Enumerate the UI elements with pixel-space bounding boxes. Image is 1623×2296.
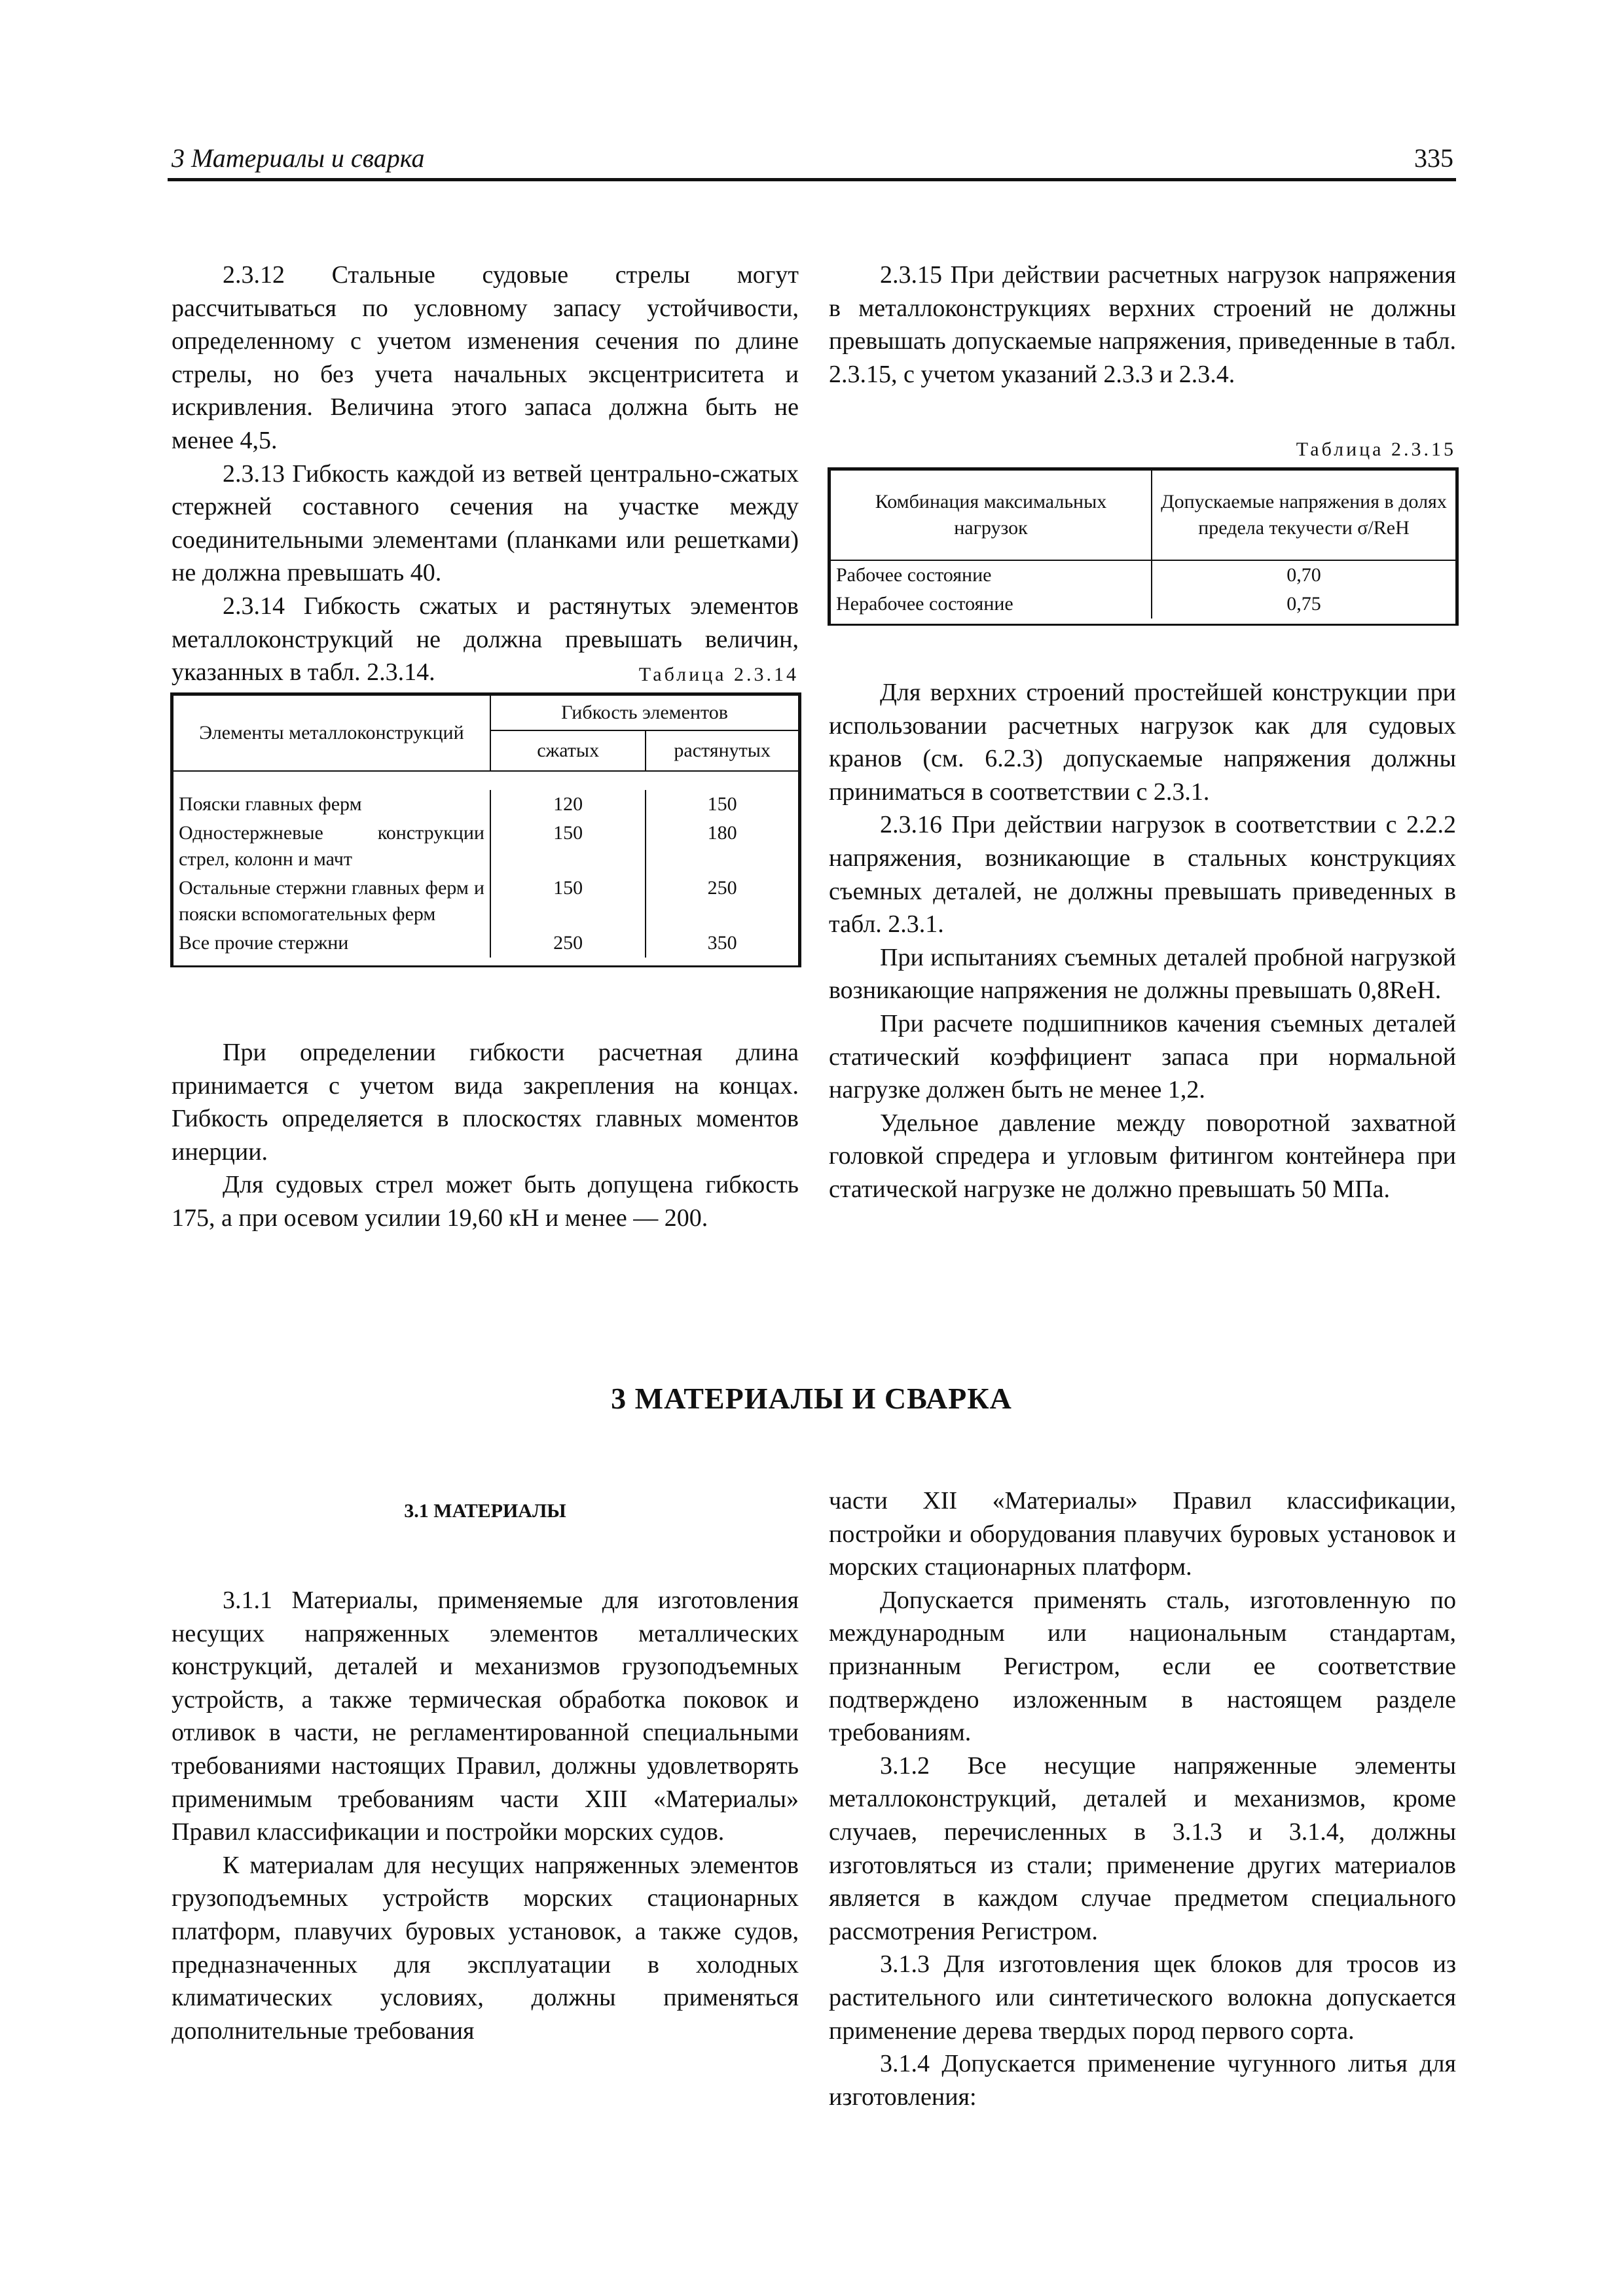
table-head-load-combination: Комбинация максимальных нагрузок [830,470,1152,560]
paragraph-part-xii: части XII «Материалы» Правил классификации, постройки и оборудования плавучих буровых установок и морских стационарных платформ. [829,1487,1456,1581]
running-header: 3 Материалы и сварка [172,143,425,173]
table-head-elements: Элементы металлоконструкций [173,695,490,771]
left-column-bottom [172,1036,799,1235]
table-2-3-15-caption: Таблица 2.3.15 [1296,439,1456,460]
table-head-allowable-stress: Допускаемые напряжения в долях предела текучести σ/ReH [1152,470,1456,560]
paragraph-effective-length: При определении гибкости расчетная длина принимается с учетом вида закрепления на концах. Гибкость определяется в плоскостях главных моментов инерции. [172,1039,799,1166]
table-head-group: Гибкость элементов [490,695,799,730]
paragraph-2-3-13: 2.3.13 Гибкость каждой из ветвей центрально-сжатых стержней составного сечения на участке между соединительными элементами (планками или решетками) не должна превышать 40. [172,459,799,587]
table-row: Все прочие стержни 250 350 [173,929,799,958]
paragraph-2-3-15: 2.3.15 При действии расчетных нагрузок напряжения в металлоконструкциях верхних строений не должны превышать допускаемые напряжения, приведенные в табл. 2.3.15, с учетом указаний 2.3.3 и 2.3.4. [829,261,1456,388]
table-2-3-15 [828,467,1459,626]
table-head-compressed: сжатых [490,730,646,771]
right-column-middle [829,676,1456,1206]
right-column-section [829,1484,1456,2113]
table-row: Пояски главных ферм 120 150 [173,790,799,819]
table-row: Нерабочее состояние 0,75 [830,590,1456,619]
table-2-3-14 [170,692,801,967]
paragraph-proof-load: При испытаниях съемных деталей пробной нагрузкой возникающие напряжения не должны превышать 0,8ReH. [829,943,1456,1005]
page-number: 335 [1414,143,1453,173]
paragraph-3-1-1: 3.1.1 Материалы, применяемые для изготовления несущих напряженных элементов металлических конструкций, деталей и механизмов грузоподъемных устройств, а также термическая обработка поковок и отливок в части, не регламентированной специальными требованиями настоящих Правил, должны удовлетворять применимым требованиям части XIII «Материалы» Правил классификации и постройки морских судов. [172,1587,799,1846]
paragraph-3-1-3: 3.1.3 Для изготовления щек блоков для тросов из растительного или синтетического волокна допускается применение дерева твердых пород первого сорта. [829,1950,1456,2045]
table-2-3-14-caption: Таблица 2.3.14 [638,664,799,685]
table-row: Одностержневые конструкции стрел, колонн и мачт 150 180 [173,819,799,874]
section-title: 3 МАТЕРИАЛЫ И СВАРКА [611,1382,1012,1415]
paragraph-2-3-16: 2.3.16 При действии нагрузок в соответствии с 2.2.2 напряжения, возникающие в стальных конструкциях съемных деталей, не должны превышать приведенных в табл. 2.3.1. [829,811,1456,939]
paragraph-cold-climate: К материалам для несущих напряженных элементов грузоподъемных устройств морских стационарных платформ, плавучих буровых установок, а также судов, предназначенных для эксплуатации в холодных климатических условиях, должны применяться дополнительные требования [172,1851,799,2045]
header-rule [168,178,1456,181]
table-row: Остальные стержни главных ферм и пояски вспомогательных ферм 150 250 [173,874,799,929]
table-row: Рабочее состояние 0,70 [830,560,1456,590]
paragraph-simple-structures: Для верхних строений простейшей конструкции при использовании расчетных нагрузок как для судовых кранов (см. 6.2.3) допускаемые напряжения должны приниматься в соответствии с 2.3.1. [829,679,1456,806]
paragraph-2-3-14: 2.3.14 Гибкость сжатых и растянутых элементов металлоконструкций не должна превышать величин, указанных в табл. 2.3.14. [172,592,799,687]
paragraph-spreader-pressure: Удельное давление между поворотной захватной головкой спредера и угловым фитингом контейнера при статической нагрузке не должно превышать 50 МПа. [829,1109,1456,1203]
paragraph-2-3-12: 2.3.12 Стальные судовые стрелы могут рассчитываться по условному запасу устойчивости, определенному с учетом изменения сечения по длине стрелы, но без учета начальных эксцентриситета и искривления. Величина этого запаса должна быть не менее 4,5. [172,261,799,454]
subsection-title: 3.1 МАТЕРИАЛЫ [404,1500,566,1522]
table-head-tensioned: растянутых [646,730,799,771]
left-column-top [172,259,799,689]
paragraph-standards: Допускается применять сталь, изготовленную по международным или национальным стандартам, признанным Регистром, если ее соответствие подтверждено изложенным в настоящем разделе требованиям. [829,1586,1456,1747]
paragraph-bearings: При расчете подшипников качения съемных деталей статический коэффициент запаса при нормальной нагрузке должен быть не менее 1,2. [829,1009,1456,1104]
paragraph-boom-slenderness: Для судовых стрел может быть допущена гибкость 175, а при осевом усилии 19,60 кН и менее — 200. [172,1171,799,1232]
paragraph-3-1-4: 3.1.4 Допускается применение чугунного литья для изготовления: [829,2050,1456,2111]
right-column-top [829,259,1456,391]
left-column-section [172,1584,799,2047]
paragraph-3-1-2: 3.1.2 Все несущие напряженные элементы металлоконструкций, деталей и механизмов, кроме случаев, перечисленных в 3.1.3 и 3.1.4, должны изготовляться из стали; применение других материалов является в каждом случае предметом специального рассмотрения Регистром. [829,1751,1456,1945]
